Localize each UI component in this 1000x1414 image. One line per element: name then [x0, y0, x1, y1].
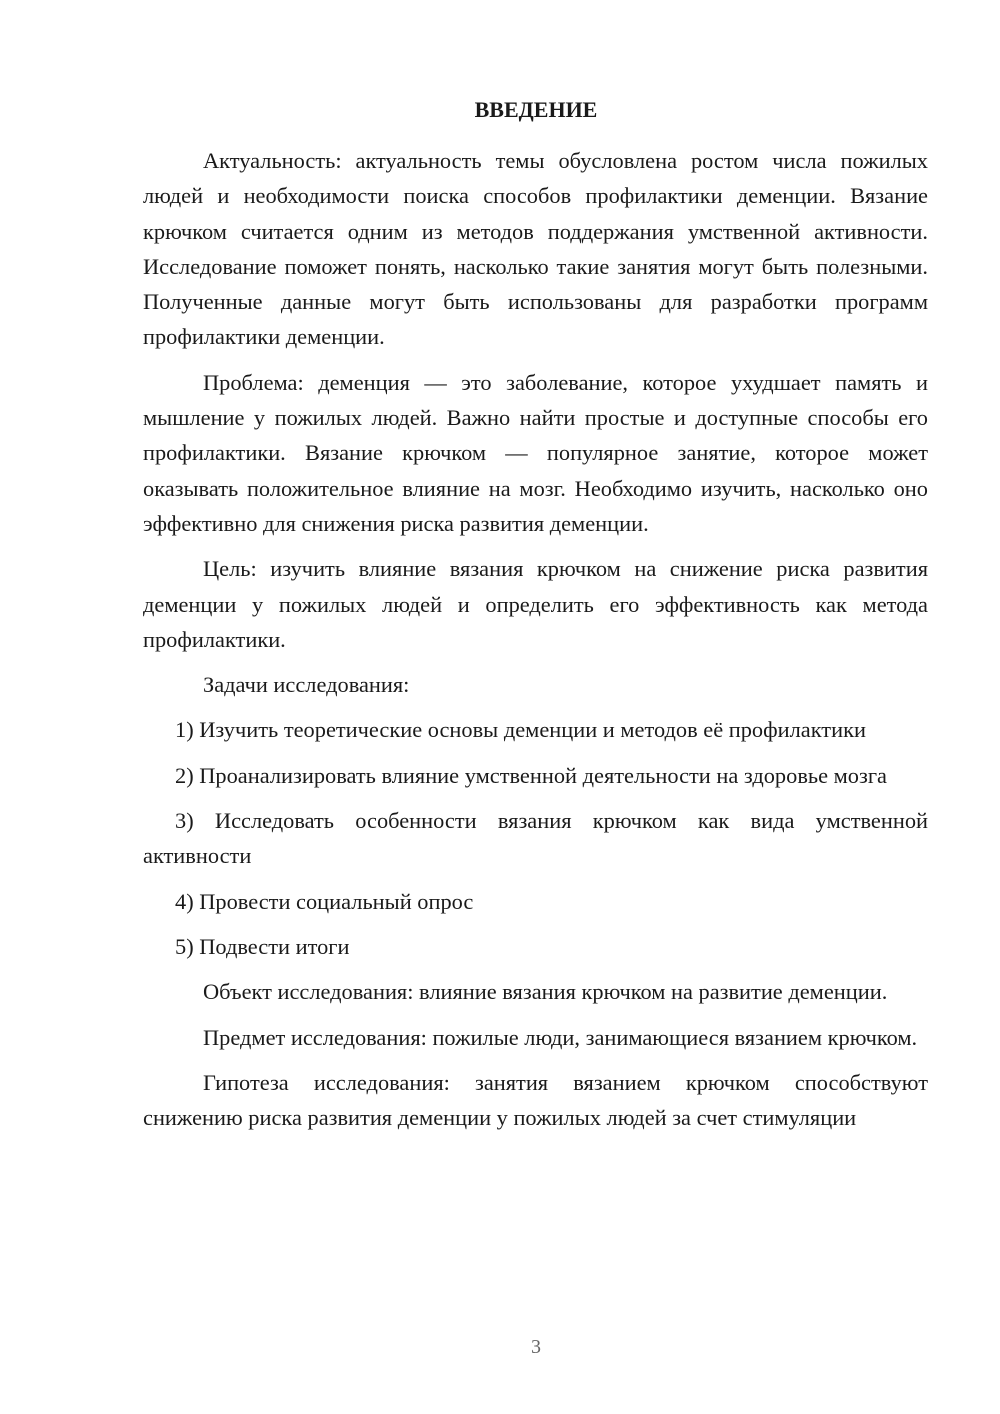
task-item-3: 3) Исследовать особенности вязания крючком как вида умственной активности [143, 808, 928, 869]
task-item-4: 4) Провести социальный опрос [175, 888, 474, 914]
task-item-2: 2) Проанализировать влияние умственной деятельности на здоровье мозга [175, 762, 887, 788]
task-item-1: 1) Изучить теоретические основы деменции и методов её профилактики [175, 717, 866, 743]
paragraph-relevance: Актуальность: актуальность темы обусловлена ростом числа пожилых людей и необходимости поиска способов профилактики деменции. Вязание крючком считается одним из методов поддержания умственной активности. Исследование поможет понять, насколько такие занятия могут быть полезными. Полученные данные могут быть использованы для разработки программ профилактики деменции. [143, 148, 928, 350]
paragraph-object: Объект исследования: влияние вязания крючком на развитие деменции. [203, 979, 888, 1005]
paragraph-hypothesis: Гипотеза исследования: занятия вязанием крючком способствуют снижению риска развития деменции у пожилых людей за счет стимуляции [143, 1069, 928, 1131]
task-item-5: 5) Подвести итоги [175, 933, 350, 959]
document-body [143, 143, 928, 1145]
page-number: 3 [531, 1336, 541, 1358]
paragraph-subject: Предмет исследования: пожилые люди, занимающиеся вязанием крючком. [203, 1024, 918, 1050]
paragraph-tasks-heading: Задачи исследования: [203, 672, 410, 698]
paragraph-problem: Проблема: деменция — это заболевание, которое ухудшает память и мышление у пожилых людей. Важно найти простые и доступные способы его профилактики. Вязание крючком — популярное занятие, которое может оказывать положительное влияние на мозг. Необходимо изучить, насколько оно эффективно для снижения риска развития деменции. [143, 369, 928, 536]
section-title: ВВЕДЕНИЕ [474, 97, 598, 122]
paragraph-goal: Цель: изучить влияние вязания крючком на снижение риска развития деменции у пожилых людей и определить его эффективность как метода профилактики. [143, 556, 928, 652]
